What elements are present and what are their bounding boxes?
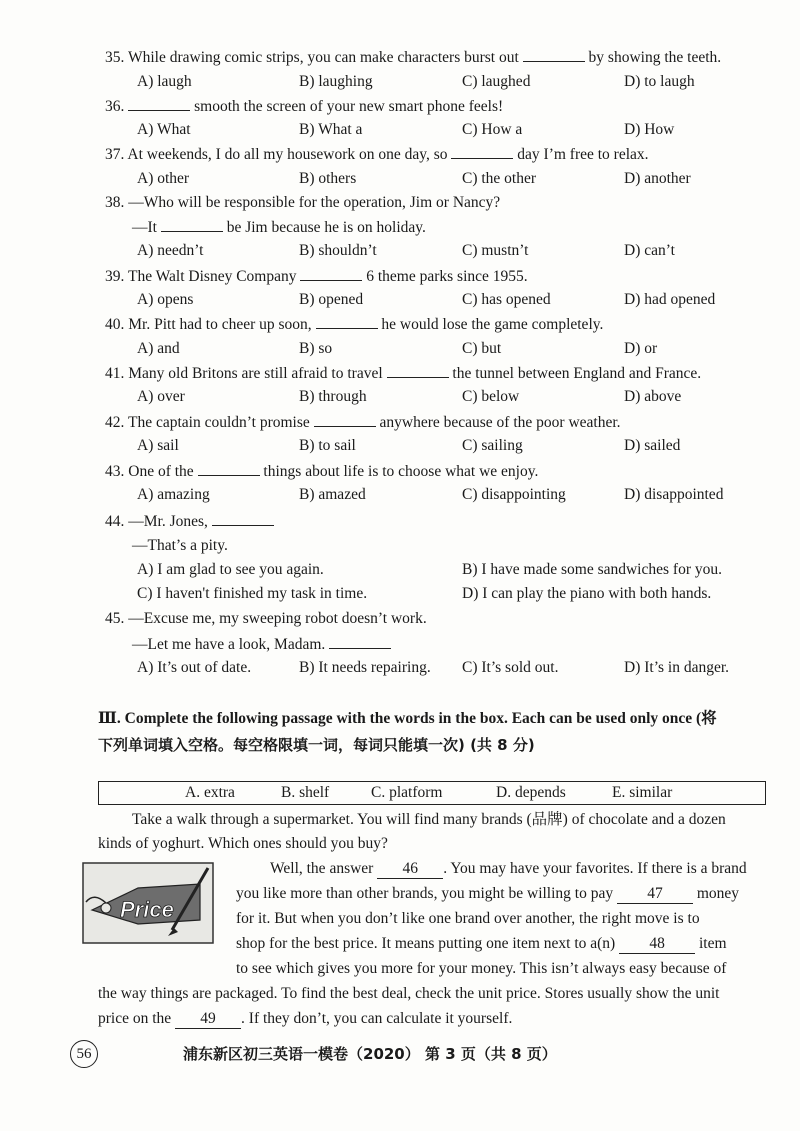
option-d[interactable]: D) another xyxy=(624,170,691,187)
option-c[interactable]: C) but xyxy=(462,340,502,357)
question-39-stem: 39. The Walt Disney Company 6 theme parks since 1955. xyxy=(105,268,528,285)
option-c[interactable]: C) has opened xyxy=(462,291,551,308)
question-38-stem: 38. —Who will be responsible for the operation, Jim or Nancy? xyxy=(105,194,501,211)
option-c[interactable]: C) the other xyxy=(462,170,537,187)
option-c[interactable]: C) mustn’t xyxy=(462,242,529,259)
option-b[interactable]: B) so xyxy=(299,340,333,357)
question-37-stem: 37. At weekends, I do all my housework on one day, so day I’m free to relax. xyxy=(105,146,649,163)
word-option: D. depends xyxy=(496,784,566,801)
option-b[interactable]: B) others xyxy=(299,170,357,187)
option-d[interactable]: D) How xyxy=(624,121,675,138)
option-b[interactable]: B) laughing xyxy=(299,73,373,90)
word-option: E. similar xyxy=(612,784,673,801)
question-35-stem: 35. While drawing comic strips, you can make characters burst out by showing the teeth. xyxy=(105,49,722,66)
section-title-cn: 下列单词填入空格。每空格限填一词，每词只能填一次) (共 8 分) xyxy=(98,736,535,754)
passage-line: shop for the best price. It means putting one item next to a(n) 48 item xyxy=(236,935,727,952)
option-a[interactable]: A) What xyxy=(137,121,191,138)
option-a[interactable]: A) laugh xyxy=(137,73,192,90)
option-d[interactable]: D) had opened xyxy=(624,291,716,308)
word-option: B. shelf xyxy=(281,784,330,801)
option-a[interactable]: A) over xyxy=(137,388,185,405)
option-d[interactable]: D) sailed xyxy=(624,437,681,454)
question-44-stem: 44. —Mr. Jones, xyxy=(105,511,274,532)
option-a[interactable]: A) and xyxy=(137,340,180,357)
option-a[interactable]: A) sail xyxy=(137,437,179,454)
option-d[interactable]: D) above xyxy=(624,388,682,405)
option-b[interactable]: B) shouldn’t xyxy=(299,242,377,259)
passage-line: you like more than other brands, you might be willing to pay 47 money xyxy=(236,885,740,902)
option-a[interactable]: A) needn’t xyxy=(137,242,204,259)
word-option: C. platform xyxy=(371,784,443,801)
option-b[interactable]: B) I have made some sandwiches for you. xyxy=(462,561,722,578)
section-title: Ⅲ. Complete the following passage with the words in the box. Each can be used only once (将 xyxy=(98,710,717,727)
blank-46[interactable]: 46 xyxy=(377,860,443,879)
option-d[interactable]: D) or xyxy=(624,340,658,357)
question-41-stem: 41. Many old Britons are still afraid to travel the tunnel between England and France. xyxy=(105,365,702,382)
price-tag-image xyxy=(82,862,214,944)
option-b[interactable]: B) It needs repairing. xyxy=(299,659,431,676)
option-d[interactable]: D) can’t xyxy=(624,242,675,259)
option-b[interactable]: B) to sail xyxy=(299,437,356,454)
word-box xyxy=(98,781,766,805)
option-c[interactable]: C) I haven't finished my task in time. xyxy=(137,585,368,602)
option-c[interactable]: C) below xyxy=(462,388,520,405)
option-d[interactable]: D) to laugh xyxy=(624,73,695,90)
option-a[interactable]: A) I am glad to see you again. xyxy=(137,561,324,578)
word-option: A. extra xyxy=(185,784,235,801)
question-42-stem: 42. The captain couldn’t promise anywhere because of the poor weather. xyxy=(105,414,621,431)
question-38-reply: —It be Jim because he is on holiday. xyxy=(132,219,426,236)
question-45-stem: 45. —Excuse me, my sweeping robot doesn’t work. xyxy=(105,610,427,627)
option-a[interactable]: A) amazing xyxy=(137,486,210,503)
passage-line: price on the 49 . If they don’t, you can calculate it yourself. xyxy=(98,1010,513,1027)
option-b[interactable]: B) through xyxy=(299,388,367,405)
blank-48[interactable]: 48 xyxy=(619,935,695,954)
option-a[interactable]: A) other xyxy=(137,170,190,187)
page-number-badge: 56 xyxy=(70,1040,98,1068)
option-d[interactable]: D) It’s in danger. xyxy=(624,659,730,676)
option-c[interactable]: C) How a xyxy=(462,121,523,138)
blank-47[interactable]: 47 xyxy=(617,885,693,904)
option-c[interactable]: C) It’s sold out. xyxy=(462,659,559,676)
option-b[interactable]: B) amazed xyxy=(299,486,366,503)
option-b[interactable]: B) What a xyxy=(299,121,363,138)
question-45-reply: —Let me have a look, Madam. xyxy=(132,634,391,655)
question-43-stem: 43. One of the things about life is to choose what we enjoy. xyxy=(105,463,539,480)
option-b[interactable]: B) opened xyxy=(299,291,364,308)
question-44-reply: —That’s a pity. xyxy=(132,537,228,554)
question-40-stem: 40. Mr. Pitt had to cheer up soon, he would lose the game completely. xyxy=(105,316,604,333)
option-a[interactable]: A) opens xyxy=(137,291,194,308)
page-footer: 浦东新区初三英语一模卷（2020） 第 3 页（共 8 页） xyxy=(183,1045,557,1063)
passage-line: for it. But when you don’t like one brand over another, the right move is to xyxy=(236,910,700,927)
option-d[interactable]: D) I can play the piano with both hands. xyxy=(462,585,712,602)
option-d[interactable]: D) disappointed xyxy=(624,486,724,503)
passage-line: Well, the answer 46 . You may have your favorites. If there is a brand xyxy=(270,860,747,877)
blank-49[interactable]: 49 xyxy=(175,1010,241,1029)
passage-line: Take a walk through a supermarket. You will find many brands (品牌) of chocolate and a dozen xyxy=(132,811,726,828)
option-c[interactable]: C) disappointing xyxy=(462,486,566,503)
option-c[interactable]: C) laughed xyxy=(462,73,531,90)
price-label: Price xyxy=(120,897,174,922)
passage-line: kinds of yoghurt. Which ones should you buy? xyxy=(98,835,388,852)
option-a[interactable]: A) It’s out of date. xyxy=(137,659,252,676)
question-36-stem: 36. smooth the screen of your new smart phone feels! xyxy=(105,98,504,115)
passage-line: to see which gives you more for your money. This isn’t always easy because of xyxy=(236,960,727,977)
option-c[interactable]: C) sailing xyxy=(462,437,523,454)
passage-line: the way things are packaged. To find the best deal, check the unit price. Stores usually show the unit xyxy=(98,985,720,1002)
